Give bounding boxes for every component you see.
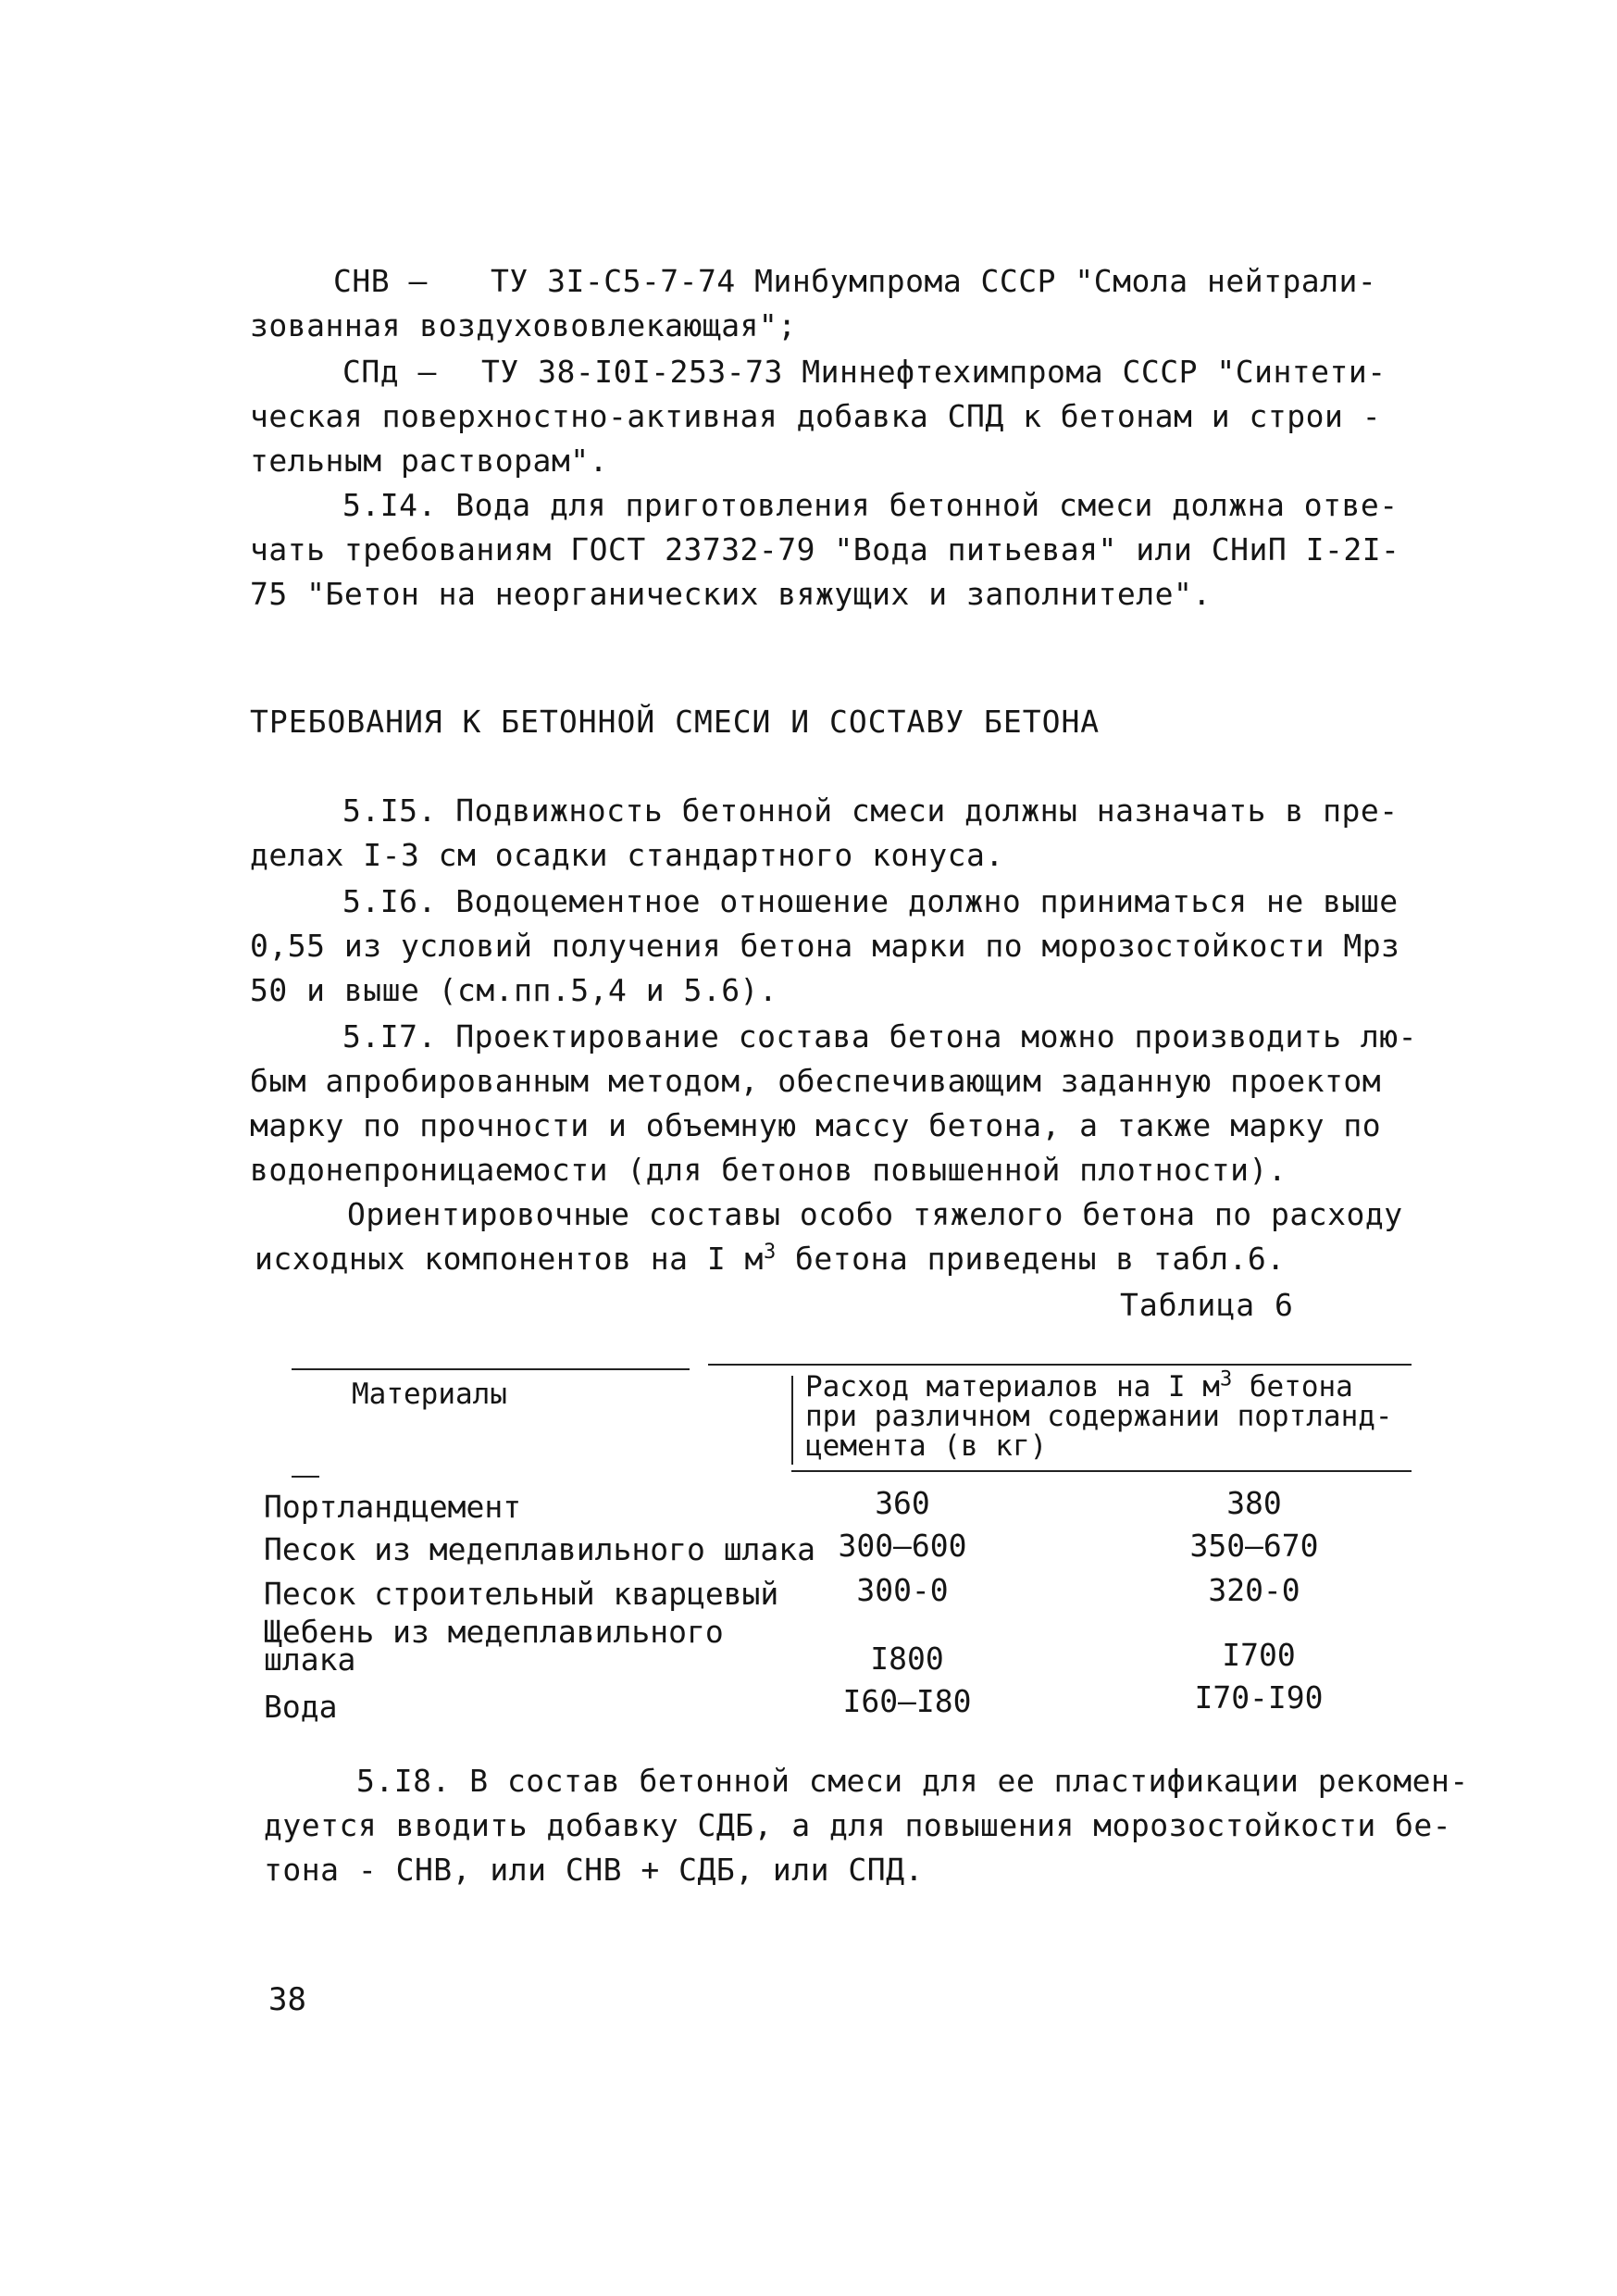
orient-superscript: 3 bbox=[763, 1241, 777, 1264]
p518-line-2: дуется вводить добавку СДБ, а для повышения морозостойкости бе- bbox=[264, 1807, 1452, 1843]
header-line1-b: бетона bbox=[1232, 1370, 1353, 1404]
table-row-5-value-2: I70-I90 bbox=[1194, 1679, 1324, 1716]
snv-label: СНВ – bbox=[333, 263, 428, 299]
p514-line-2: чать требованиям ГОСТ 23732-79 "Вода питьевая" или СНиП I-2I- bbox=[250, 531, 1400, 568]
snv-text-1: ТУ 3I-С5-7-74 Минбумпрома СССР "Смола нейтрали- bbox=[491, 263, 1377, 299]
p517-line-4: водонепроницаемости (для бетонов повышенной плотности). bbox=[250, 1152, 1287, 1188]
snv-definition bbox=[250, 259, 1376, 348]
table-row-4-value-1: I800 bbox=[870, 1641, 944, 1677]
table-caption: Таблица 6 bbox=[1120, 1287, 1294, 1323]
p514-line-1: 5.I4. Вода для приготовления бетонной смеси должна отве- bbox=[342, 487, 1399, 523]
spd-line-3: тельным растворам". bbox=[250, 443, 608, 479]
p515-line-1: 5.I5. Подвижность бетонной смеси должны назначать в пре- bbox=[342, 792, 1399, 829]
table-row-1-material: Портландцемент bbox=[264, 1489, 522, 1525]
table-row-4-material-line-1: Щебень из медеплавильного bbox=[264, 1614, 724, 1650]
page-number: 38 bbox=[268, 1981, 306, 2018]
p517-line-2: бым апробированным методом, обеспечивающим заданную проектом bbox=[250, 1063, 1382, 1099]
p516-line-3: 50 и выше (см.пп.5,4 и 5.6). bbox=[250, 972, 778, 1008]
table-header-consumption-line-2: при различном содержании портланд- bbox=[805, 1400, 1393, 1433]
spd-label: СПд – bbox=[342, 354, 437, 390]
orient-line-2 bbox=[255, 1237, 1403, 1281]
table-top-rule-right bbox=[708, 1364, 1412, 1366]
spd-line-1 bbox=[250, 350, 1387, 394]
table-header-rule-tick bbox=[292, 1476, 319, 1478]
orient-line-2-a: исходных компонентов на I м bbox=[255, 1241, 764, 1277]
table-top-rule-left bbox=[292, 1368, 690, 1370]
table-header-consumption-line-1 bbox=[805, 1367, 1393, 1404]
paragraph-5-14 bbox=[250, 483, 1399, 617]
paragraph-5-18 bbox=[264, 1759, 1469, 1892]
spd-text-1: ТУ 38-I0I-253-73 Миннефтехимпрома СССР "Синтети- bbox=[481, 354, 1387, 390]
table-header-consumption-line-3: цемента (в кг) bbox=[805, 1429, 1048, 1463]
table-header-divider bbox=[791, 1376, 793, 1465]
table-row-2-value-1: 300–600 bbox=[838, 1528, 967, 1564]
table-row-4-material bbox=[264, 1614, 724, 1678]
table-row-2-value-2: 350–670 bbox=[1189, 1528, 1319, 1564]
orient-line-1: Ориентировочные составы особо тяжелого бетона по расходу bbox=[347, 1196, 1403, 1232]
header-superscript: 3 bbox=[1219, 1367, 1233, 1391]
paragraph-5-17 bbox=[250, 1015, 1417, 1192]
table-row-4-value-2: I700 bbox=[1222, 1637, 1296, 1673]
table-row-3-value-1: 300-0 bbox=[856, 1572, 949, 1608]
table-row-3-material: Песок строительный кварцевый bbox=[264, 1576, 779, 1612]
p518-line-3: тона - СНВ, или СНВ + СДБ, или СПД. bbox=[264, 1852, 924, 1888]
snv-line-1 bbox=[250, 259, 1376, 304]
p516-line-1: 5.I6. Водоцементное отношение должно приниматься не выше bbox=[342, 883, 1399, 919]
table-row-5-material: Вода bbox=[264, 1689, 338, 1725]
table-header-materials: Материалы bbox=[352, 1378, 507, 1411]
spd-definition bbox=[250, 350, 1387, 483]
p516-line-2: 0,55 из условий получения бетона марки по морозостойкости Мрз bbox=[250, 928, 1400, 964]
table-header-consumption bbox=[805, 1367, 1393, 1463]
table-row-4-material-line-2: шлака bbox=[264, 1641, 356, 1678]
p518-line-1: 5.I8. В состав бетонной смеси для ее пластификации рекомен- bbox=[356, 1763, 1469, 1799]
orientation-paragraph bbox=[255, 1192, 1403, 1281]
p517-line-3: марку по прочности и объемную массу бетона, а также марку по bbox=[250, 1107, 1382, 1143]
table-row-1-value-1: 360 bbox=[875, 1485, 930, 1521]
p515-line-2: делах I-3 см осадки стандартного конуса. bbox=[250, 837, 1004, 873]
orient-line-2-b: бетона приведены в табл.6. bbox=[776, 1241, 1286, 1277]
header-line1-a: Расход материалов на I м bbox=[805, 1370, 1220, 1404]
p514-line-3: 75 "Бетон на неорганических вяжущих и заполнителе". bbox=[250, 576, 1212, 612]
snv-line-2: зованная воздухововлекающая"; bbox=[250, 307, 797, 343]
spd-line-2: ческая поверхностно-активная добавка СПД к бетонам и строи - bbox=[250, 398, 1382, 434]
table-row-2-material: Песок из медеплавильного шлака bbox=[264, 1531, 816, 1567]
table-header-rule bbox=[791, 1470, 1412, 1472]
table-row-1-value-2: 380 bbox=[1226, 1485, 1282, 1521]
p517-line-1: 5.I7. Проектирование состава бетона можно производить лю- bbox=[342, 1018, 1417, 1054]
table-row-3-value-2: 320-0 bbox=[1208, 1572, 1300, 1608]
table-row-5-value-1: I60–I80 bbox=[842, 1683, 972, 1719]
paragraph-5-15 bbox=[250, 789, 1399, 878]
paragraph-5-16 bbox=[250, 880, 1399, 1013]
section-heading: ТРЕБОВАНИЯ К БЕТОННОЙ СМЕСИ И СОСТАВУ БЕТОНА bbox=[250, 704, 1101, 740]
